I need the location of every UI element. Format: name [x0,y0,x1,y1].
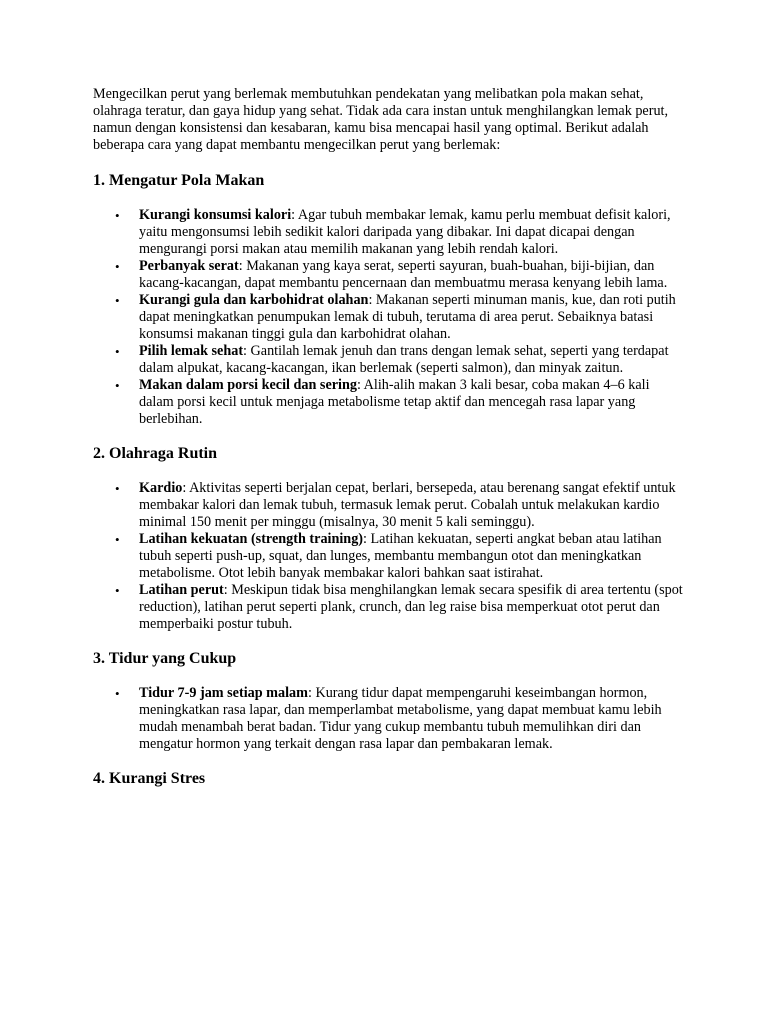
intro-paragraph: Mengecilkan perut yang berlemak membutuhkan pendekatan yang melibatkan pola makan sehat, olahraga teratur, dan gaya hidup yang sehat. Tidak ada cara instan untuk menghilangkan lemak perut, namun dengan konsistensi dan kesabaran, kamu bisa mencapai hasil yang optimal. Berikut adalah beberapa cara yang dapat membantu mengecilkan perut yang berlemak: [93,86,669,153]
item-text: : Aktivitas seperti berjalan cepat, berlari, bersepeda, atau berenang sangat efektif untuk membakar kalori dan lemak tubuh, termasuk lemak perut. Cobalah untuk melakukan kardio minimal 150 menit per minggu (misalnya, 30 menit 5 kali seminggu). [139,480,676,530]
list-item [93,292,683,343]
item-text: : Gantilah lemak jenuh dan trans dengan lemak sehat, seperti yang terdapat dalam alpukat, kacang-kacangan, ikan berlemak (seperti salmon), dan minyak zaitun. [139,343,669,376]
item-term: Pilih lemak sehat [139,343,244,359]
bullet-icon: • [115,532,120,547]
section-heading-pola-makan: 1. Mengatur Pola Makan [93,172,265,189]
list-item [93,531,683,582]
list-tidur [93,685,683,753]
item-text: : Kurang tidur dapat mempengaruhi keseimbangan hormon, meningkatkan rasa lapar, dan memperlambat metabolisme, yang dapat membuat kamu lebih mudah menambah berat badan. Tidur yang cukup membantu tubuh memulihkan diri dan mengatur hormon yang terkait dengan rasa lapar dan pembakaran lemak. [139,685,662,752]
item-text: : Alih-alih makan 3 kali besar, coba makan 4–6 kali dalam porsi kecil untuk menjaga metabolisme tetap aktif dan mencegah rasa lapar yang berlebihan. [139,377,650,427]
list-item [93,258,683,292]
list-item [93,343,683,377]
list-olahraga [93,480,683,633]
item-term: Kardio [139,480,183,496]
section-heading-tidur: 3. Tidur yang Cukup [93,650,237,667]
item-text: : Meskipun tidak bisa menghilangkan lemak secara spesifik di area tertentu (spot reduction), latihan perut seperti plank, crunch, dan leg raise bisa memperkuat otot perut dan memperbaiki postur tubuh. [139,582,683,632]
item-term: Latihan kekuatan (strength training) [139,531,364,547]
item-text: : Makanan seperti minuman manis, kue, dan roti putih dapat meningkatkan penumpukan lemak di tubuh, terutama di area perut. Sebaiknya batasi konsumsi makanan tinggi gula dan karbohidrat olahan. [139,292,676,342]
bullet-icon: • [115,583,120,598]
item-term: Makan dalam porsi kecil dan sering [139,377,357,393]
item-term: Kurangi gula dan karbohidrat olahan [139,292,369,308]
item-term: Perbanyak serat [139,258,239,274]
bullet-icon: • [115,686,120,701]
bullet-icon: • [115,293,120,308]
bullet-icon: • [115,481,120,496]
item-term: Tidur 7-9 jam setiap malam [139,685,308,701]
section-heading-stres: 4. Kurangi Stres [93,770,206,787]
item-text: : Agar tubuh membakar lemak, kamu perlu membuat defisit kalori, yaitu mengonsumsi lebih sedikit kalori daripada yang dibakar. Ini dapat dicapai dengan mengurangi porsi makan atau memilih makanan yang lebih rendah kalori. [139,207,671,257]
bullet-icon: • [115,344,120,359]
document-page [93,86,683,789]
item-text: : Latihan kekuatan, seperti angkat beban atau latihan tubuh seperti push-up, squat, dan lunges, membantu membangun otot dan meningkatkan metabolisme. Otot lebih banyak membakar kalori bahkan saat istirahat. [139,531,662,581]
bullet-icon: • [115,378,120,393]
bullet-icon: • [115,259,120,274]
list-item [93,377,683,428]
bullet-icon: • [115,208,120,223]
item-text: : Makanan yang kaya serat, seperti sayuran, buah-buahan, biji-bijian, dan kacang-kacangan, dapat membantu pencernaan dan membuatmu merasa kenyang lebih lama. [139,258,668,291]
item-term: Latihan perut [139,582,224,598]
list-pola-makan [93,207,683,428]
item-term: Kurangi konsumsi kalori [139,207,292,223]
section-heading-olahraga: 2. Olahraga Rutin [93,445,218,462]
list-item [93,207,683,258]
list-item [93,480,683,531]
list-item [93,582,683,633]
list-item [93,685,683,753]
